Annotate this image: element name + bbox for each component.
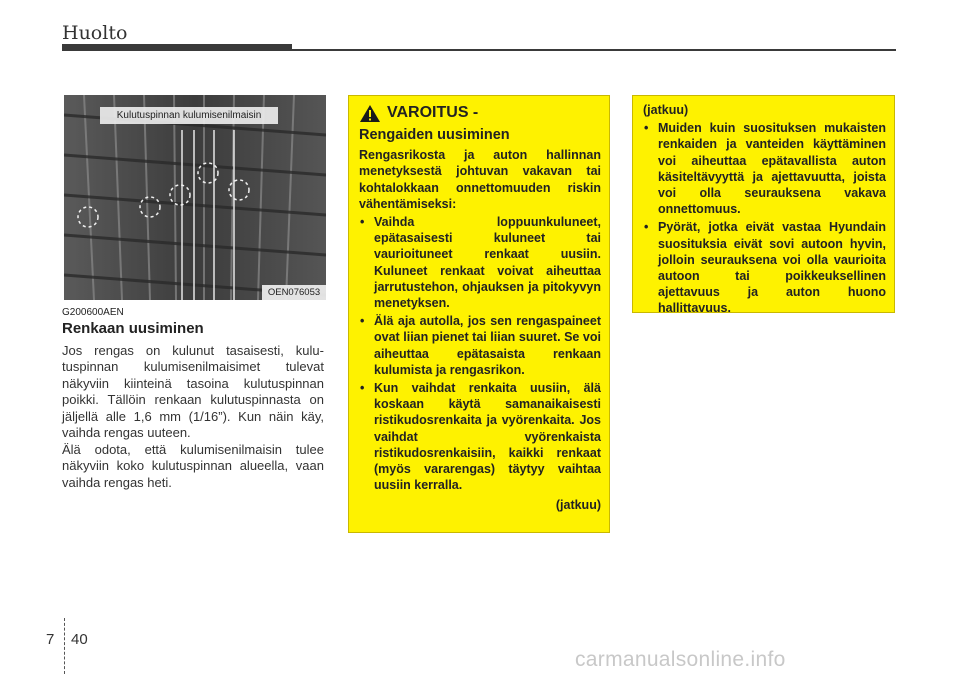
- body-paragraph: Jos rengas on kulunut tasaisesti, kulutuspinnan kulumisenilmaisimet tulevat näkyviin kiinteinä tasoina kulutuspinnan poikki. Tällöin renkaan kulutuspinnasta on jäljellä alle 1,6 mm (1/16”). Kun näin käy, vaihda rengas uuteen.: [62, 343, 324, 441]
- continued-label: (jatkuu): [555, 498, 601, 513]
- footer-divider: [64, 618, 65, 674]
- warning-list: [359, 214, 601, 493]
- warning-triangle-icon: [359, 104, 381, 123]
- warning-intro: Rengasrikosta ja auton hallinnan menetyksestä johtuvan vakavan tai kohtalokkaan onnettomuuden riskin vähentämiseksi:: [359, 148, 601, 211]
- list-item: • Vaihda loppuunkuluneet, epätasaisesti kuluneet tai vaurioituneet renkaat uusiin. Kuluneet renkaat voivat aiheuttaa jarrutustehon, ohjauksen ja pitokyvyn menetyksen.: [359, 214, 601, 311]
- header-title: Huolto: [62, 22, 128, 44]
- section-heading: Renkaan uusiminen: [62, 320, 204, 337]
- chapter-number: 7: [46, 631, 55, 648]
- continuation-list: [643, 120, 886, 316]
- continuation-box: [632, 95, 895, 316]
- warning-subtitle: Rengaiden uusiminen: [359, 127, 510, 143]
- list-item: • Älä aja autolla, jos sen rengaspaineet ovat liian pienet tai liian suuret. Se voi aiheuttaa epätasaista renkaan kulumista ja rengasrikon.: [359, 313, 601, 378]
- warning-title-row: [359, 104, 601, 123]
- figure-code: OEN076053: [262, 285, 326, 300]
- list-item: • Muiden kuin suosituksen mukaisten renkaiden ja vanteiden käyttäminen voi aiheuttaa epätavallista auton käsiteltävyyttä ja ajettavuutta, joista voi olla seurauksena vakava onnettomuus.: [643, 120, 886, 217]
- body-paragraph: Älä odota, että kulumisenilmaisin tulee näkyviin koko kulutuspinnan alueella, vaan vaihda rengas heti.: [62, 442, 324, 490]
- list-item: • Kun vaihdat renkaita uusiin, älä koskaan käytä samanaikaisesti ristikudosrenkaita ja vyörenkaita. Jos vaihdat vyörenkaista ristikudosrenkaisiin, kaikki renkaat (myös vararengas) täytyy vaihtaa uusiin kerralla.: [359, 380, 601, 493]
- section-code: G200600AEN: [62, 307, 124, 318]
- continuation-label: (jatkuu): [643, 103, 689, 117]
- watermark: carmanualsonline.info: [575, 648, 786, 671]
- page-number: 40: [71, 631, 88, 648]
- warning-box: [348, 95, 610, 533]
- header-rule-thick: [62, 44, 292, 51]
- header-rule-thin: [292, 49, 896, 51]
- tire-tread-illustration: [64, 95, 326, 300]
- warning-title: VAROITUS -: [387, 104, 479, 122]
- figure-caption: Kulutuspinnan kulumisenilmaisin: [100, 107, 278, 124]
- list-item: • Pyörät, jotka eivät vastaa Hyundain suosituksia eivät sovi autoon hyvin, jolloin seurauksena voi olla vaurioita autoon tai poikkeuksellinen ajettavuus ja auton huono hallittavuus.: [643, 219, 886, 316]
